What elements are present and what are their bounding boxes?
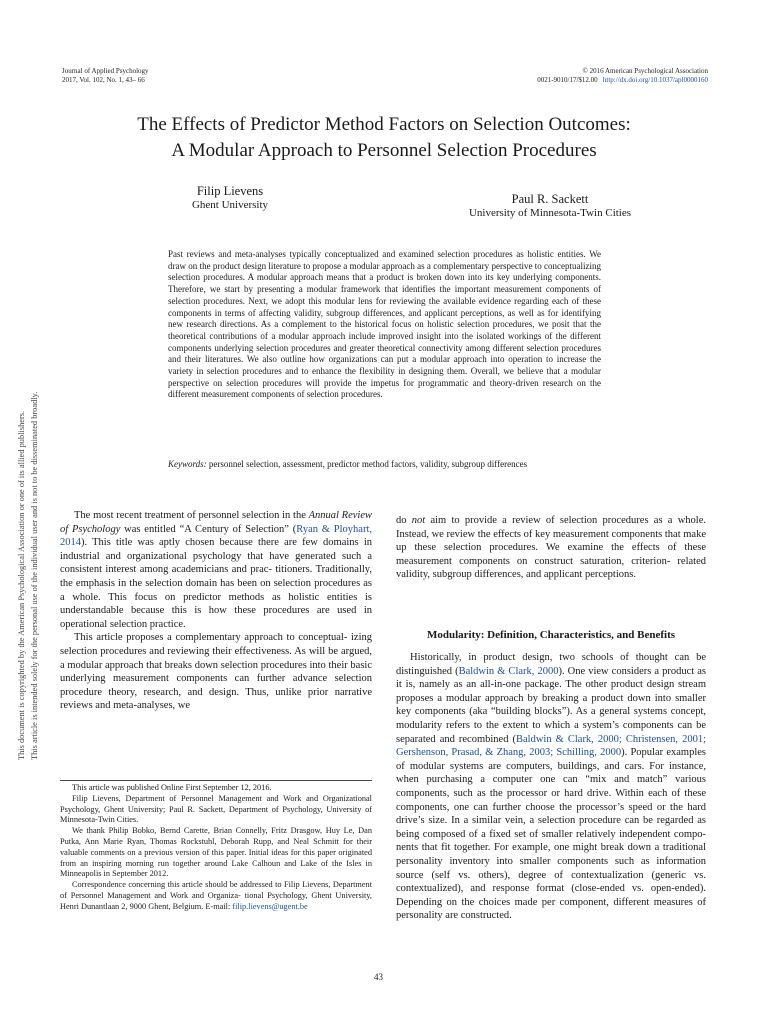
paragraph (60, 509, 372, 631)
paragraph: This article proposes a complementary approach to conceptual- izing selection procedures and reviewing their effectiveness. As will be argued, a modular approach that breaks down selection procedures into their basic underlying measurement components can further advance selection procedure theory, research, and design. Thus, unlike prior narrative reviews and meta-analyses, we (60, 632, 372, 712)
text-run: The most recent treatment of personnel selection in the (74, 510, 309, 521)
footnote: Filip Lievens, Department of Personnel Management and Work and Organizational Psychology, Ghent University; Paul R. Sackett, Department of Psychology, University of Minnesota-Twin Cities. (60, 793, 372, 825)
author-name: Filip Lievens (196, 184, 264, 198)
journal-header (62, 67, 149, 85)
article-title (60, 112, 708, 164)
issn: 0021-9010/17/$12.00 (537, 76, 598, 84)
author-affiliation: University of Minnesota-Twin Cities (468, 207, 632, 219)
author-block-2 (440, 192, 660, 220)
paragraph (396, 651, 706, 923)
text-run: ). This title was aptly chosen because there are few domains in industrial and organizational psychology that have generated such a consistent interest among academicians and prac- titioners. Traditionally, the emphasis in the selection domain has been on selection procedures as a whole. This focus on predictor methods as holistic entities is understandable because this is how these procedures are used in operational selection practice. (60, 537, 372, 630)
text-run: ). Popular examples of modular systems are computers, buildings, and cars. For instance, when purchasing a computer one can “mix and match” various components, such as the processor or hard drive. Within each of these components, one can further choose the processor’s speed or the hard drive’s size. In a similar vein, a selection procedure can be regarded as being composed of a fixed set of smaller relatively independent compo- nents that fit together. For example, one might break down a traditional personality inventory into smaller components such as information source (self vs. others), degree of contextualization (generic vs. contextualized), and response format (close-ended vs. open-ended). Depending on the choices made per component, different measures of personality are constructed. (396, 747, 706, 922)
footnote (60, 880, 372, 912)
text-run: aim to provide a review of selection procedures as a whole. Instead, we review the effects of key measurement components that make up these selection procedures. We examine the effects of these measurement components on construct saturation, criterion- related validity, subgroup differences, and applicant perceptions. (396, 515, 706, 581)
sidebar-line-1: This document is copyrighted by the American Psychological Association or one of its allied publishers. (17, 410, 26, 760)
citation-link[interactable]: Baldwin & Clark, 2000 (458, 665, 559, 677)
footnote: This article was published Online First September 12, 2016. (72, 783, 272, 792)
text-run: Correspondence concerning this article should be addressed to Filip Lievens, Department of Personnel Management and Work and Organiza- tional Psychology, Ghent University, Henri Dunantlaan 2, 9000 Ghent, Belgium. E-mail: (60, 880, 372, 911)
copyright-sidebar (3, 280, 43, 760)
volume-line: 2017, Vol. 102, No. 1, 43– 66 (62, 76, 145, 84)
copyright-header (470, 67, 708, 85)
title-line-2: A Modular Approach to Personnel Selection Procedures (171, 140, 597, 161)
citation-link[interactable]: Ryan & Ployhart, 2014 (60, 523, 372, 549)
left-column (60, 509, 372, 713)
title-line-1: The Effects of Predictor Method Factors on Selection Outcomes: (137, 114, 631, 135)
text-run: Historically, in product design, two schools of thought can be distinguished ( (396, 652, 706, 677)
section-heading: Modularity: Definition, Characteristics, and Benefits (426, 629, 676, 641)
text-run: was entitled “A Century of Selection” ( (120, 523, 297, 535)
text-run: do (396, 515, 412, 526)
keywords-list: personnel selection, assessment, predictor method factors, validity, subgroup differences (208, 459, 528, 469)
keywords-label: Keywords: (168, 459, 207, 469)
footnotes (60, 783, 372, 913)
author-affiliation: Ghent University (191, 199, 269, 211)
sidebar-line-2: This article is intended solely for the personal use of the individual user and is not to be disseminated broadly. (30, 391, 39, 760)
page-number: 43 (374, 972, 383, 982)
issn-doi-line (470, 76, 708, 85)
journal-title: Annual Review of Psychology (60, 510, 372, 535)
abstract: Past reviews and meta-analyses typically conceptualized and examined selection procedures as holistic entities. We draw on the product design literature to propose a modular approach as a complementary perspective to conceptualizing selection procedures. A modular approach means that a product is broken down into its key underlying components. Therefore, we start by presenting a modular framework that identifies the important measurement components of selection procedures. Next, we adopt this modular lens for reviewing the available evidence regarding each of these components in terms of affecting validity, subgroup differences, and applicant perceptions, as well as for identifying new research directions. As a complement to the historical focus on holistic selection procedures, we posit that the theoretical contributions of a modular approach include improved insight into the isolated workings of the different components underlying selection procedures and greater theoretical connectivity among different selection procedures and their literatures. We also outline how organizations can put a modular approach into operation to increase the variety in selection procedures and to enhance the flexibility in designing them. Overall, we believe that a modular perspective on selection procedures will provide the impetus for programmatic and theory-driven research on the different measurement components of selection procedures. (168, 249, 601, 400)
text-run: ). One view considers a product as it is, namely as an all-in-one package. The other product design stream proposes a modular approach by breaking a product down into smaller key components (aka “building blocks”). As a general systems concept, modularity refers to the extent to which a system’s components can be separated and recombined ( (396, 665, 706, 745)
right-column-top (396, 514, 706, 582)
author-name: Paul R. Sackett (511, 192, 589, 206)
emphasis: not (411, 515, 426, 526)
footnote: We thank Philip Bobko, Bernd Carette, Brian Connelly, Fritz Drasgow, Huy Le, Dan Putka, Ann Marie Ryan, Thomas Rockstuhl, Deborah Rupp, and Neal Schmitt for their valuable comments on a previous version of this paper. Initial ideas for this paper originated from an inspiring morning run together around Lake Calhoun and Lake of the Isles in Minneapolis in September 2012. (60, 826, 372, 879)
right-column-body (396, 651, 706, 923)
email-link[interactable]: filip.lievens@ugent.be (232, 901, 308, 911)
journal-name: Journal of Applied Psychology (62, 67, 149, 75)
author-block-1 (150, 184, 310, 212)
footnote-rule (60, 780, 372, 781)
citation-link[interactable]: Baldwin & Clark, 2000; Christensen, 2001; Gershenson, Prasad, & Zhang, 2003; Schilling, 2000 (396, 733, 706, 759)
copyright-line: © 2016 American Psychological Association (582, 67, 708, 75)
keywords-line (168, 458, 618, 470)
paragraph (396, 514, 706, 582)
doi-link[interactable]: http://dx.doi.org/10.1037/apl0000160 (602, 76, 708, 84)
